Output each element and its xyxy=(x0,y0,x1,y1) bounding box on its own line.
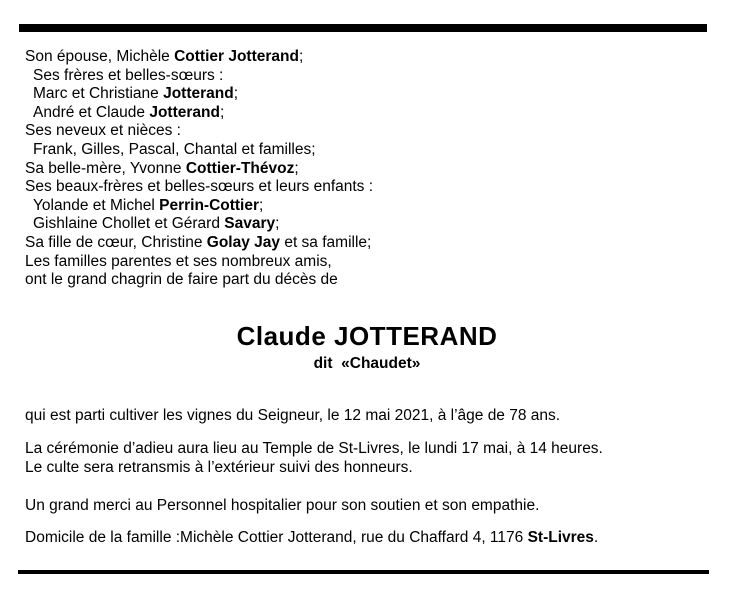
text-line xyxy=(25,141,373,160)
deceased-alias: dit «Chaudet» xyxy=(313,355,421,372)
emphasized-name: Cottier Jotterand xyxy=(174,48,299,65)
top-divider-rule xyxy=(19,24,707,32)
text-span: André et Claude xyxy=(33,103,150,121)
paragraph-ceremony-details xyxy=(25,439,603,477)
emphasized-name: St-Livres xyxy=(527,529,594,546)
text-span: ; xyxy=(294,159,299,177)
text-line xyxy=(25,160,373,179)
text-span: Frank, Gilles, Pascal, Chantal et familles; xyxy=(33,140,316,158)
text-line xyxy=(25,67,373,86)
text-span: Sa fille de cœur, Christine xyxy=(25,233,207,251)
text-line xyxy=(25,234,373,253)
text-span: ont le grand chagrin de faire part du décès de xyxy=(25,271,338,289)
deceased-name-block xyxy=(0,322,734,373)
bottom-divider-rule xyxy=(18,570,709,574)
text-line xyxy=(25,439,603,458)
text-span: Le culte sera retransmis à l’extérieur suivi des honneurs. xyxy=(25,459,413,476)
emphasized-name: Cottier-Thévoz xyxy=(185,159,295,177)
text-span: Ses beaux-frères et belles-sœurs et leurs enfants : xyxy=(25,178,374,196)
text-span: Ses neveux et nièces : xyxy=(25,122,181,140)
text-span: et sa famille; xyxy=(280,233,372,251)
text-span: ; xyxy=(298,48,304,65)
text-span: Un grand merci au Personnel hospitalier pour son soutien et son empathie. xyxy=(25,497,540,514)
emphasized-name: Golay Jay xyxy=(206,233,281,251)
text-line xyxy=(25,215,373,234)
text-line xyxy=(25,197,373,216)
emphasized-name: Savary xyxy=(224,215,276,233)
text-span: Ses frères et belles-sœurs : xyxy=(33,66,224,84)
text-span: Marc et Christiane xyxy=(33,85,164,103)
text-line xyxy=(25,496,539,515)
text-span: ; xyxy=(275,215,280,233)
deceased-name: Claude JOTTERAND xyxy=(236,321,498,351)
text-span: Sa belle-mère, Yvonne xyxy=(25,159,186,177)
text-line xyxy=(25,528,598,547)
paragraph-family-address xyxy=(25,528,598,547)
text-span: qui est parti cultiver les vignes du Seigneur, le 12 mai 2021, à l’âge de 78 ans. xyxy=(25,407,561,424)
text-line xyxy=(25,104,373,123)
paragraph-death-announcement xyxy=(25,406,560,425)
text-line xyxy=(25,48,373,67)
text-line xyxy=(25,178,373,197)
text-span: ; xyxy=(233,85,239,103)
text-span: Les familles parentes et ses nombreux amis, xyxy=(25,252,332,270)
text-line xyxy=(25,271,373,290)
text-line xyxy=(25,406,560,425)
text-span: ; xyxy=(219,103,225,121)
paragraph-thanks xyxy=(25,496,539,515)
emphasized-name: Perrin-Cottier xyxy=(159,196,260,214)
emphasized-name: Jotterand xyxy=(149,103,220,121)
text-line xyxy=(25,122,373,141)
text-span: Domicile de la famille :Michèle Cottier Jotterand, rue du Chaffard 4, 1176 xyxy=(25,529,528,546)
text-span: La cérémonie d’adieu aura lieu au Temple de St-Livres, le lundi 17 mai, à 14 heures. xyxy=(25,440,603,457)
text-line xyxy=(25,85,373,104)
text-span: Gishlaine Chollet et Gérard xyxy=(33,215,225,233)
text-span: Son épouse, Michèle xyxy=(25,48,175,65)
text-span: ; xyxy=(259,196,264,214)
text-span: . xyxy=(593,529,599,546)
family-relations-block xyxy=(25,48,373,290)
text-line xyxy=(25,253,373,272)
text-span: Yolande et Michel xyxy=(33,196,160,214)
text-line xyxy=(25,458,603,477)
emphasized-name: Jotterand xyxy=(163,85,234,103)
